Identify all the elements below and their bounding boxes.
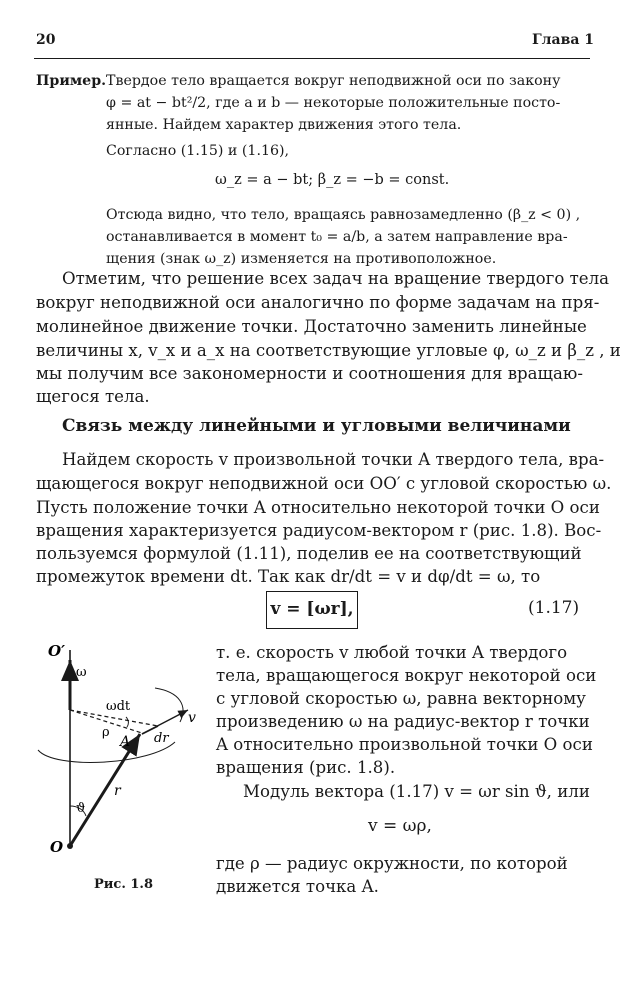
example-line-4: Согласно (1.15) и (1.16),: [106, 143, 290, 159]
para1-line-6: щегося тела.: [36, 387, 150, 406]
header-rule: [34, 58, 590, 59]
figure-caption: Рис. 1.8: [94, 877, 154, 892]
para1-line-3: молинейное движение точки. Достаточно заменить линейные: [36, 317, 587, 336]
label-O: O: [50, 838, 64, 856]
para3-line-7: Модуль вектора (1.17) v = ωr sin ϑ, или: [243, 782, 590, 801]
para2-line-5: пользуемся формулой (1.11), поделив ее на соответствующий: [36, 544, 582, 563]
boxed-equation: v = [ωr],: [266, 591, 358, 629]
para4-line-1: где ρ — радиус окружности, по которой: [216, 854, 568, 873]
example-line-2: φ = at − bt²/2, где a и b — некоторые положительные посто-: [106, 95, 561, 111]
example-line-3: янные. Найдем характер движения этого тела.: [106, 117, 462, 133]
example-equation: ω_z = a − bt; β_z = −b = const.: [215, 172, 450, 188]
example-after-1: Отсюда видно, что тело, вращаясь равнозамедленно (β_z < 0) ,: [106, 207, 581, 223]
example-after-3: щения (знак ω_z) изменяется на противоположное.: [106, 251, 497, 267]
label-rho: ρ: [102, 725, 110, 740]
label-A: A: [120, 734, 131, 750]
label-theta: ϑ: [76, 801, 86, 816]
para3-line-3: с угловой скоростью ω, равна векторному: [216, 689, 586, 708]
point-O: [67, 843, 73, 849]
para1-line-2: вокруг неподвижной оси аналогично по форме задачам на пря-: [36, 293, 600, 312]
para2-line-2: щающегося вокруг неподвижной оси OO′ с угловой скоростью ω.: [36, 474, 612, 493]
para3-line-6: вращения (рис. 1.8).: [216, 758, 396, 777]
para3-line-2: тела, вращающегося вокруг некоторой оси: [216, 666, 597, 685]
section-heading: Связь между линейными и угловыми величинами: [62, 416, 571, 436]
label-O-prime: O′: [48, 642, 66, 660]
page-number: 20: [36, 32, 56, 48]
example-label: Пример.: [36, 73, 107, 89]
example-line-1: Твердое тело вращается вокруг неподвижной оси по закону: [106, 73, 561, 89]
para2-line-6: промежуток времени dt. Так как dr/dt = v и dφ/dt = ω, то: [36, 567, 541, 586]
para2-line-4: вращения характеризуется радиусом-вектором r (рис. 1.8). Вос-: [36, 521, 602, 540]
para2-line-3: Пусть положение точки A относительно некоторой точки O оси: [36, 498, 600, 517]
para1-line-5: мы получим все закономерности и соотношения для вращаю-: [36, 364, 583, 383]
label-r: r: [114, 783, 121, 799]
para4-line-2: движется точка A.: [216, 877, 379, 896]
equation-number: (1.17): [528, 598, 580, 618]
para3-line-4: произведению ω на радиус-вектор r точки: [216, 712, 590, 731]
figure-1-8: [30, 630, 220, 870]
label-dr: dr: [154, 731, 169, 746]
para2-line-1: Найдем скорость v произвольной точки A твердого тела, вра-: [62, 450, 605, 469]
para1-line-4: величины x, v_x и a_x на соответствующие угловые φ, ω_z и β_z , и: [36, 341, 621, 360]
para3-line-5: A относительно произвольной точки O оси: [216, 735, 593, 754]
example-after-2: останавливается в момент t₀ = a/b, а затем направление вра-: [106, 229, 568, 245]
para3-line-1: т. е. скорость v любой точки A твердого: [216, 643, 568, 662]
label-omega: ω: [76, 665, 87, 680]
label-omega-dt: ωdt: [106, 699, 131, 714]
para1-line-1: Отметим, что решение всех задач на вращение твердого тела: [62, 269, 610, 288]
label-v: v: [188, 710, 196, 726]
radius-vector: [70, 734, 140, 846]
equation-v-omega-rho: v = ωρ,: [368, 816, 432, 836]
chapter-title: Глава 1: [532, 32, 595, 48]
